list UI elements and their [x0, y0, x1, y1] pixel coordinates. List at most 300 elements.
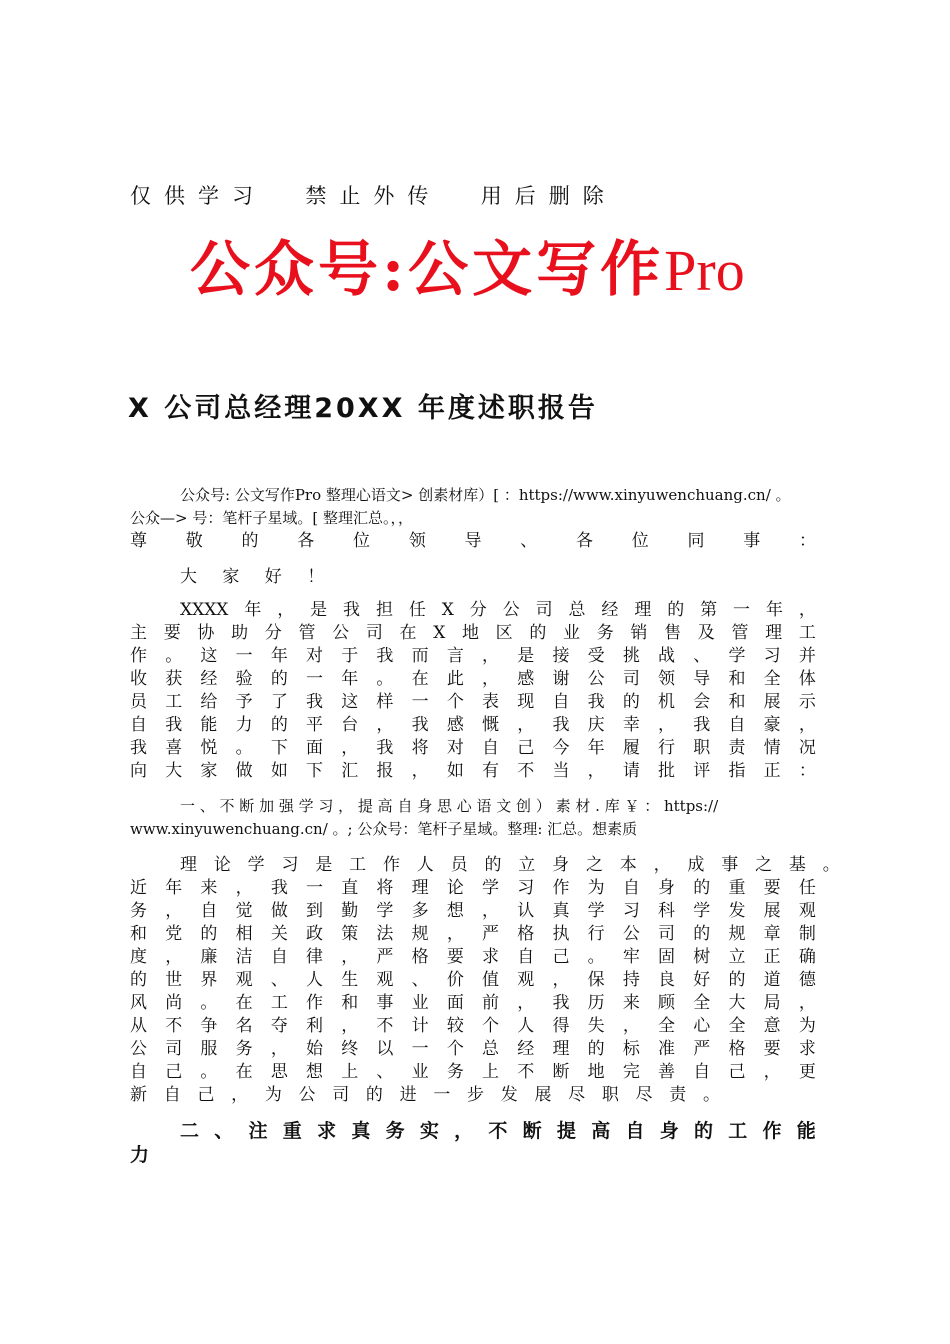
text-token: 的 [529, 623, 547, 643]
text-token: 。 [376, 669, 394, 689]
text-token: 向 [130, 761, 147, 781]
text-token: 廉 [200, 947, 218, 967]
text-token: 一 [411, 692, 429, 712]
text-token: X [441, 600, 454, 620]
text-token: 之 [585, 855, 603, 875]
text-token: 要 [446, 947, 464, 967]
text-token: 公 [502, 600, 520, 620]
text-token: 己 [552, 947, 570, 967]
text-token: 的 [622, 692, 640, 712]
text-token: 理 [765, 623, 783, 643]
text-token: 行 [587, 924, 605, 944]
text-token: 值 [482, 970, 500, 990]
text-token: ， [517, 715, 535, 735]
text-token: 区 [495, 623, 513, 643]
text-token: 庆 [587, 715, 605, 735]
text-token: ， [658, 715, 676, 735]
text-token: 善 [658, 1062, 676, 1082]
text-token: 法 [376, 924, 394, 944]
text-token: 自 [622, 878, 640, 898]
greeting [130, 530, 816, 553]
text-token: 的 [667, 600, 685, 620]
text-token: 政 [306, 924, 324, 944]
text-token: 、 [214, 1120, 234, 1142]
text-token: XXXX [180, 600, 229, 620]
text-token: 和 [728, 669, 746, 689]
text-token: 样 [376, 692, 394, 712]
text-token: 的 [693, 924, 711, 944]
paragraph-1-line [130, 737, 816, 760]
text-token: 全 [728, 1016, 746, 1036]
text-token: 、 [693, 646, 711, 666]
text-token: 我 [270, 878, 288, 898]
paragraph-1-line [130, 622, 816, 645]
text-token: 下 [270, 738, 288, 758]
text-token: 学 [247, 855, 265, 875]
text-token: 一 [306, 669, 324, 689]
text-token: 我 [343, 600, 361, 620]
text-token: 洁 [235, 947, 253, 967]
text-token: 自 [270, 947, 288, 967]
text-token: 价 [446, 970, 464, 990]
text-token: 务 [235, 1039, 253, 1059]
text-token: 年 [165, 878, 183, 898]
text-token: 是 [310, 600, 328, 620]
text-token: 自 [482, 738, 500, 758]
text-token: 公 [298, 1085, 316, 1105]
text-token: 求 [482, 947, 500, 967]
text-token: 不 [165, 1016, 183, 1036]
text-token: 自 [200, 901, 218, 921]
paragraph-2-line [130, 923, 816, 946]
text-token: 我 [587, 692, 605, 712]
text-token: 标 [622, 1039, 640, 1059]
text-token: 做 [235, 761, 253, 781]
paragraph-2-line [180, 854, 840, 877]
text-token: 。 [822, 855, 840, 875]
report-title: X 公司总经理20XX 年度述职报告 [128, 393, 598, 424]
text-token: 、 [411, 970, 429, 990]
text-token: 真 [351, 1120, 371, 1142]
text-token: 上 [482, 1062, 500, 1082]
text-token: ， [341, 738, 359, 758]
paragraph-2-line [130, 1061, 816, 1084]
text-token: 为 [264, 1085, 282, 1105]
text-token: 指 [728, 761, 746, 781]
text-token: 身 [552, 855, 570, 875]
text-token: 力 [235, 715, 253, 735]
text-token: 格 [517, 924, 535, 944]
text-token: 步 [467, 1085, 485, 1105]
text-token: 司 [365, 623, 383, 643]
text-token: 基 [788, 855, 806, 875]
paragraph-2-line [130, 1015, 816, 1038]
text-token: 自 [130, 1062, 147, 1082]
text-token: 身 [658, 878, 676, 898]
text-token: 理 [180, 855, 197, 875]
text-token: 责 [728, 738, 746, 758]
text-token: 请 [622, 761, 640, 781]
text-token: 观 [376, 970, 394, 990]
text-token: 严 [693, 1039, 711, 1059]
text-token: 能 [200, 715, 218, 735]
text-token: 展 [534, 1085, 552, 1105]
text-token: 表 [482, 692, 500, 712]
text-token: 自 [625, 1120, 645, 1142]
text-token: 意 [763, 1016, 781, 1036]
text-token: 失 [587, 1016, 605, 1036]
text-token: 一 [235, 646, 253, 666]
text-token: 在 [235, 993, 253, 1013]
text-token: 一 [306, 878, 324, 898]
text-token: 员 [130, 692, 147, 712]
text-token: 上 [341, 1062, 359, 1082]
text-token: 工 [270, 993, 288, 1013]
text-token: 工 [798, 623, 816, 643]
text-token: 观 [798, 901, 816, 921]
text-token: 员 [450, 855, 468, 875]
text-token: 固 [658, 947, 676, 967]
text-token: 提 [556, 1120, 576, 1142]
text-token: ， [341, 947, 359, 967]
text-token: ， [517, 993, 535, 1013]
section-1-heading-line1: 一 、 不 断 加 强 学 习 ， 提 高 自 身 思 心 语 文 创 ） 素 材 . 库 ￥ ： https:// [180, 797, 719, 815]
text-token: 作 [306, 993, 324, 1013]
text-token: 的 [693, 1120, 713, 1142]
text-token: 习 [517, 878, 535, 898]
text-token: 学 [376, 901, 394, 921]
text-token: 党 [165, 924, 183, 944]
text-token: 机 [658, 692, 676, 712]
source-note-line2: 公众—> 号：笔杆子星域。[ 整理汇总。，， [130, 509, 413, 527]
paragraph-1-line [130, 645, 816, 668]
text-token: X [433, 623, 446, 643]
text-token: 司 [332, 1085, 350, 1105]
text-token: 收 [130, 669, 147, 689]
text-token: 管 [731, 623, 749, 643]
text-token: 做 [270, 901, 288, 921]
text-token: 前 [482, 993, 500, 1013]
paragraph-2-line [130, 877, 816, 900]
text-token: 一 [411, 1039, 429, 1059]
text-token: 任 [798, 878, 816, 898]
text-token: 求 [317, 1120, 337, 1142]
text-token: 持 [622, 970, 640, 990]
paragraph-2-line [130, 1038, 816, 1061]
text-token: 自 [517, 947, 535, 967]
text-token: 从 [130, 1016, 147, 1036]
text-token: 要 [763, 1039, 781, 1059]
text-token: 、 [376, 1062, 394, 1082]
text-token: 较 [446, 1016, 464, 1036]
text-token: 工 [728, 1120, 748, 1142]
text-token: 履 [622, 738, 640, 758]
text-token: 以 [376, 1039, 394, 1059]
text-token: 汇 [341, 761, 359, 781]
text-token: 更 [798, 1062, 816, 1082]
text-token: 全 [658, 1016, 676, 1036]
text-token: 各 [297, 531, 315, 551]
text-token: 不 [517, 761, 535, 781]
hello: 大 家 好 ！ [180, 567, 335, 587]
text-token: ， [235, 878, 253, 898]
text-token: 在 [235, 1062, 253, 1082]
paragraph-1-line [130, 714, 816, 737]
text-token: 为 [587, 878, 605, 898]
text-token: 为 [798, 1016, 816, 1036]
text-token: ， [587, 761, 605, 781]
text-token: 确 [798, 947, 816, 967]
text-token: 历 [587, 993, 605, 1013]
text-token: 。 [200, 1062, 218, 1082]
text-token: 于 [341, 646, 359, 666]
text-token: ， [763, 1062, 781, 1082]
text-token: 树 [693, 947, 711, 967]
text-token: 同 [687, 531, 705, 551]
text-token: 直 [341, 878, 359, 898]
text-token: 受 [587, 646, 605, 666]
text-token: 顾 [658, 993, 676, 1013]
text-token: 名 [235, 1016, 253, 1036]
text-token: 给 [200, 692, 218, 712]
text-token: 想 [306, 1062, 324, 1082]
brand-chinese: 公众号:公文写作 [190, 235, 665, 305]
text-token: 年 [244, 600, 262, 620]
text-token: 己 [165, 1062, 183, 1082]
text-token: 行 [658, 738, 676, 758]
text-token: 今 [552, 738, 570, 758]
text-token: 发 [500, 1085, 518, 1105]
text-token: 务 [130, 901, 147, 921]
text-token: 平 [306, 715, 324, 735]
text-token: 总 [568, 600, 586, 620]
text-token: 规 [728, 924, 746, 944]
text-token: 面 [446, 993, 464, 1013]
text-token: 情 [763, 738, 781, 758]
text-token: 自 [163, 1085, 181, 1105]
text-token: 本 [619, 855, 637, 875]
text-token: 严 [482, 924, 500, 944]
text-token: 立 [728, 947, 746, 967]
text-token: 下 [306, 761, 324, 781]
text-token: 重 [728, 878, 746, 898]
text-token: 尊 [130, 531, 147, 551]
text-token: 务 [385, 1120, 405, 1142]
text-token: 认 [517, 901, 535, 921]
text-token: 律 [306, 947, 324, 967]
text-token: 的 [270, 715, 288, 735]
text-token: 思 [270, 1062, 288, 1082]
paragraph-1-line [180, 599, 816, 622]
text-token: 生 [341, 970, 359, 990]
paragraph-1-line [130, 760, 816, 783]
text-token: 己 [728, 1062, 746, 1082]
text-token: 如 [446, 761, 464, 781]
text-token: 不 [488, 1120, 508, 1142]
text-token: 位 [353, 531, 370, 551]
text-token: 心 [693, 1016, 711, 1036]
text-token: 。 [587, 947, 605, 967]
text-token: 觉 [235, 901, 253, 921]
text-token: 司 [658, 924, 676, 944]
text-token: 、 [270, 970, 288, 990]
text-token: 身 [659, 1120, 679, 1142]
text-token: 、 [520, 531, 538, 551]
text-token: 自 [552, 692, 570, 712]
text-token: 大 [165, 761, 183, 781]
text-token: 发 [728, 901, 746, 921]
text-token: 始 [306, 1039, 324, 1059]
text-token: 重 [282, 1120, 302, 1142]
text-token: 经 [200, 669, 218, 689]
text-token: 并 [798, 646, 816, 666]
text-token: 经 [517, 1039, 535, 1059]
text-token: ， [446, 924, 464, 944]
text-token: 正 [763, 947, 781, 967]
text-token: 德 [798, 970, 816, 990]
text-token: 论 [213, 855, 231, 875]
text-token: 会 [693, 692, 711, 712]
text-token: 作 [762, 1120, 782, 1142]
text-token: 展 [763, 901, 781, 921]
text-token: 幸 [622, 715, 640, 735]
text-token: 各 [576, 531, 593, 551]
text-token: 理 [552, 1039, 570, 1059]
text-token: 我 [552, 993, 570, 1013]
text-token: 这 [341, 692, 359, 712]
text-token: 学 [693, 901, 711, 921]
text-token: ， [277, 600, 295, 620]
text-token: 局 [763, 993, 781, 1013]
text-token: 制 [798, 924, 816, 944]
text-token: 责 [669, 1085, 687, 1105]
text-token: 观 [235, 970, 253, 990]
text-token: 年 [765, 600, 783, 620]
text-token: 将 [376, 878, 394, 898]
text-token: 格 [411, 947, 429, 967]
text-token: 业 [411, 993, 429, 1013]
text-token: ， [270, 1039, 288, 1059]
paragraph-1-line [130, 668, 816, 691]
section-2-heading-line1 [180, 1120, 816, 1143]
text-token: 大 [728, 993, 746, 1013]
text-token: 公 [622, 924, 640, 944]
text-token: 我 [411, 715, 429, 735]
text-token: 策 [341, 924, 359, 944]
text-token: 年 [587, 738, 605, 758]
text-token: 在 [399, 623, 417, 643]
text-token: 有 [482, 761, 500, 781]
text-token: 对 [306, 646, 324, 666]
text-token: 尚 [165, 993, 183, 1013]
text-token: ， [482, 669, 500, 689]
text-token: 自 [130, 715, 147, 735]
text-token: 导 [693, 669, 711, 689]
text-token: 人 [306, 970, 324, 990]
text-token: ， [454, 1120, 474, 1142]
text-token: 想 [446, 901, 464, 921]
paragraph-2-line [130, 900, 816, 923]
text-token: 职 [693, 738, 711, 758]
text-token: 作 [382, 855, 400, 875]
text-token: 一 [433, 1085, 451, 1105]
text-token: 对 [446, 738, 464, 758]
text-token: 学 [587, 901, 605, 921]
text-token: 牢 [622, 947, 640, 967]
text-token: 经 [601, 600, 619, 620]
text-token: 务 [446, 1062, 464, 1082]
text-token: 的 [728, 970, 746, 990]
text-token: 执 [552, 924, 570, 944]
text-token: 公 [587, 669, 605, 689]
text-token: 己 [517, 738, 535, 758]
text-token: 相 [235, 924, 253, 944]
text-token: 理 [634, 600, 652, 620]
text-token: 的 [200, 924, 218, 944]
text-token: 领 [408, 531, 426, 551]
text-token: 司 [165, 1039, 183, 1059]
text-token: 了 [270, 692, 288, 712]
text-token: ， [376, 715, 394, 735]
text-token: 规 [411, 924, 429, 944]
text-token: 业 [411, 1062, 429, 1082]
text-token: 高 [591, 1120, 611, 1142]
text-token: 全 [693, 993, 711, 1013]
text-token: ， [622, 1016, 640, 1036]
text-token: 导 [464, 531, 482, 551]
text-token: 度 [130, 947, 147, 967]
text-token: 台 [341, 715, 359, 735]
text-token: 公 [130, 1039, 147, 1059]
text-token: 观 [517, 970, 535, 990]
brand-latin: Pro [664, 238, 745, 303]
text-token: 。 [165, 646, 183, 666]
text-token: 予 [235, 692, 253, 712]
text-token: 感 [446, 715, 464, 735]
text-token: 年 [270, 646, 288, 666]
text-token: 。 [702, 1085, 720, 1105]
text-token: 二 [180, 1120, 200, 1142]
text-token: 悦 [200, 738, 218, 758]
text-token: 我 [693, 715, 711, 735]
text-token: 个 [446, 692, 464, 712]
text-token: 不 [517, 1062, 535, 1082]
text-token: ， [653, 855, 671, 875]
text-token: ， [482, 646, 500, 666]
text-token: 销 [630, 623, 648, 643]
text-token: 我 [306, 692, 324, 712]
text-token: 近 [130, 878, 147, 898]
text-token: 自 [693, 1062, 711, 1082]
text-token: 来 [200, 878, 218, 898]
text-token: 任 [408, 600, 426, 620]
text-token: 年 [341, 669, 359, 689]
text-token: ： [798, 761, 816, 781]
text-token: 得 [552, 1016, 570, 1036]
text-token: 地 [587, 1062, 605, 1082]
text-token: 严 [376, 947, 394, 967]
text-token: 战 [658, 646, 676, 666]
text-token: 管 [298, 623, 316, 643]
text-token: 司 [535, 600, 553, 620]
text-token: 的 [693, 878, 711, 898]
text-token: 第 [700, 600, 718, 620]
text-token: 主 [130, 623, 147, 643]
text-token: 获 [165, 669, 183, 689]
text-token: 实 [419, 1120, 439, 1142]
text-token: 的 [587, 1039, 605, 1059]
text-token: 我 [376, 738, 394, 758]
